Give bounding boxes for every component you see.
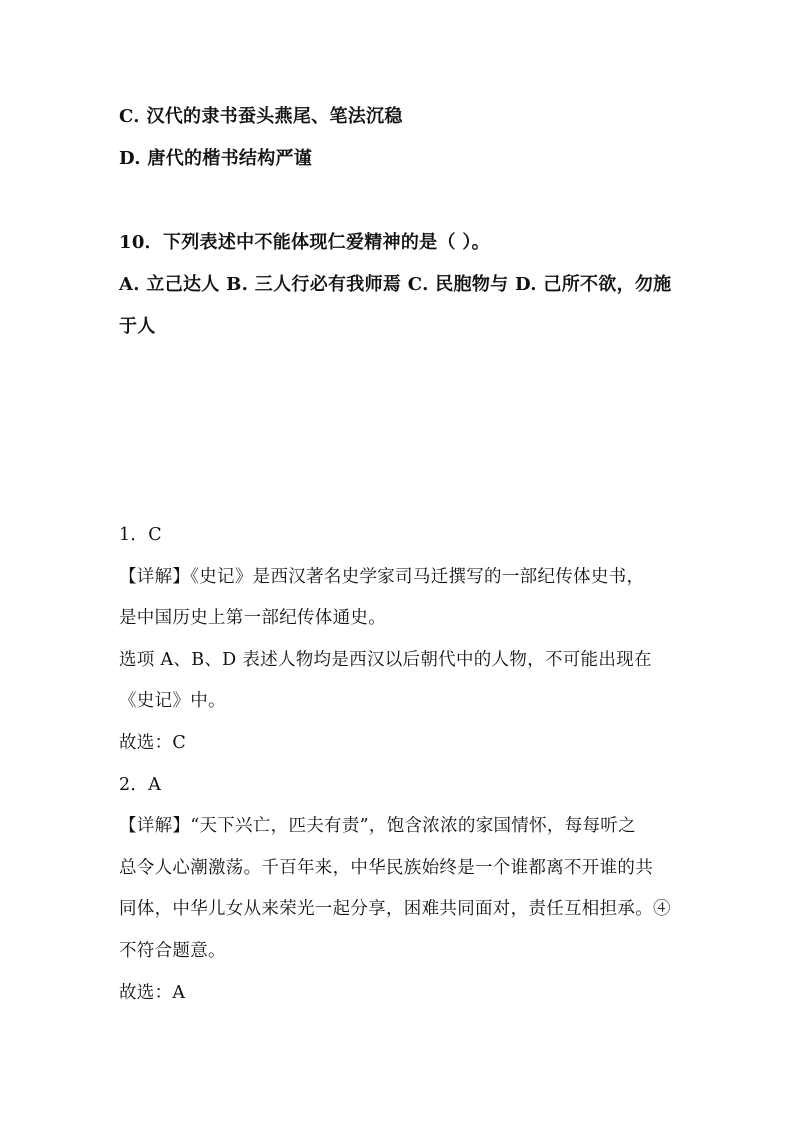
question-9-option-d: D. 唐代的楷书结构严谨: [119, 148, 313, 169]
question-9-option-c: C. 汉代的隶书蚕头燕尾、笔法沉稳: [119, 106, 403, 127]
question-10-options-line2: 于人: [119, 316, 156, 337]
answer-1-choice: 故选：C: [119, 733, 187, 753]
answer-2-choice: 故选：A: [119, 983, 186, 1003]
answer-1-explanation-line: 【详解】《史记》是西汉著名史学家司马迁撰写的一部纪传体史书，: [119, 567, 645, 587]
answer-1-explanation-line: 《史记》中。: [119, 691, 226, 711]
answer-2-explanation-line: 【详解】“天下兴亡，匹夫有责”，饱含浓浓的家国情怀，每每听之: [119, 816, 636, 836]
answer-1-number: 1．C: [119, 525, 162, 545]
answer-2-number: 2．A: [119, 775, 162, 795]
question-10-stem: 10．下列表述中不能体现仁爱精神的是（ ）。: [119, 232, 490, 253]
answer-1-explanation-line: 选项 A、B、D 表述人物均是西汉以后朝代中的人物，不可能出现在: [119, 650, 652, 670]
question-10-options-line1: A. 立己达人 B. 三人行必有我师焉 C. 民胞物与 D. 己所不欲，勿施: [119, 274, 672, 295]
answer-2-explanation-line: 不符合题意。: [119, 941, 226, 961]
answer-2-explanation-line: 总令人心潮激荡。千百年来，中华民族始终是一个谁都离不开谁的共: [119, 858, 653, 878]
answer-1-explanation-line: 是中国历史上第一部纪传体通史。: [119, 608, 386, 628]
answer-2-explanation-line: 同体，中华儿女从来荣光一起分享，困难共同面对，责任互相担承。④: [119, 899, 671, 919]
